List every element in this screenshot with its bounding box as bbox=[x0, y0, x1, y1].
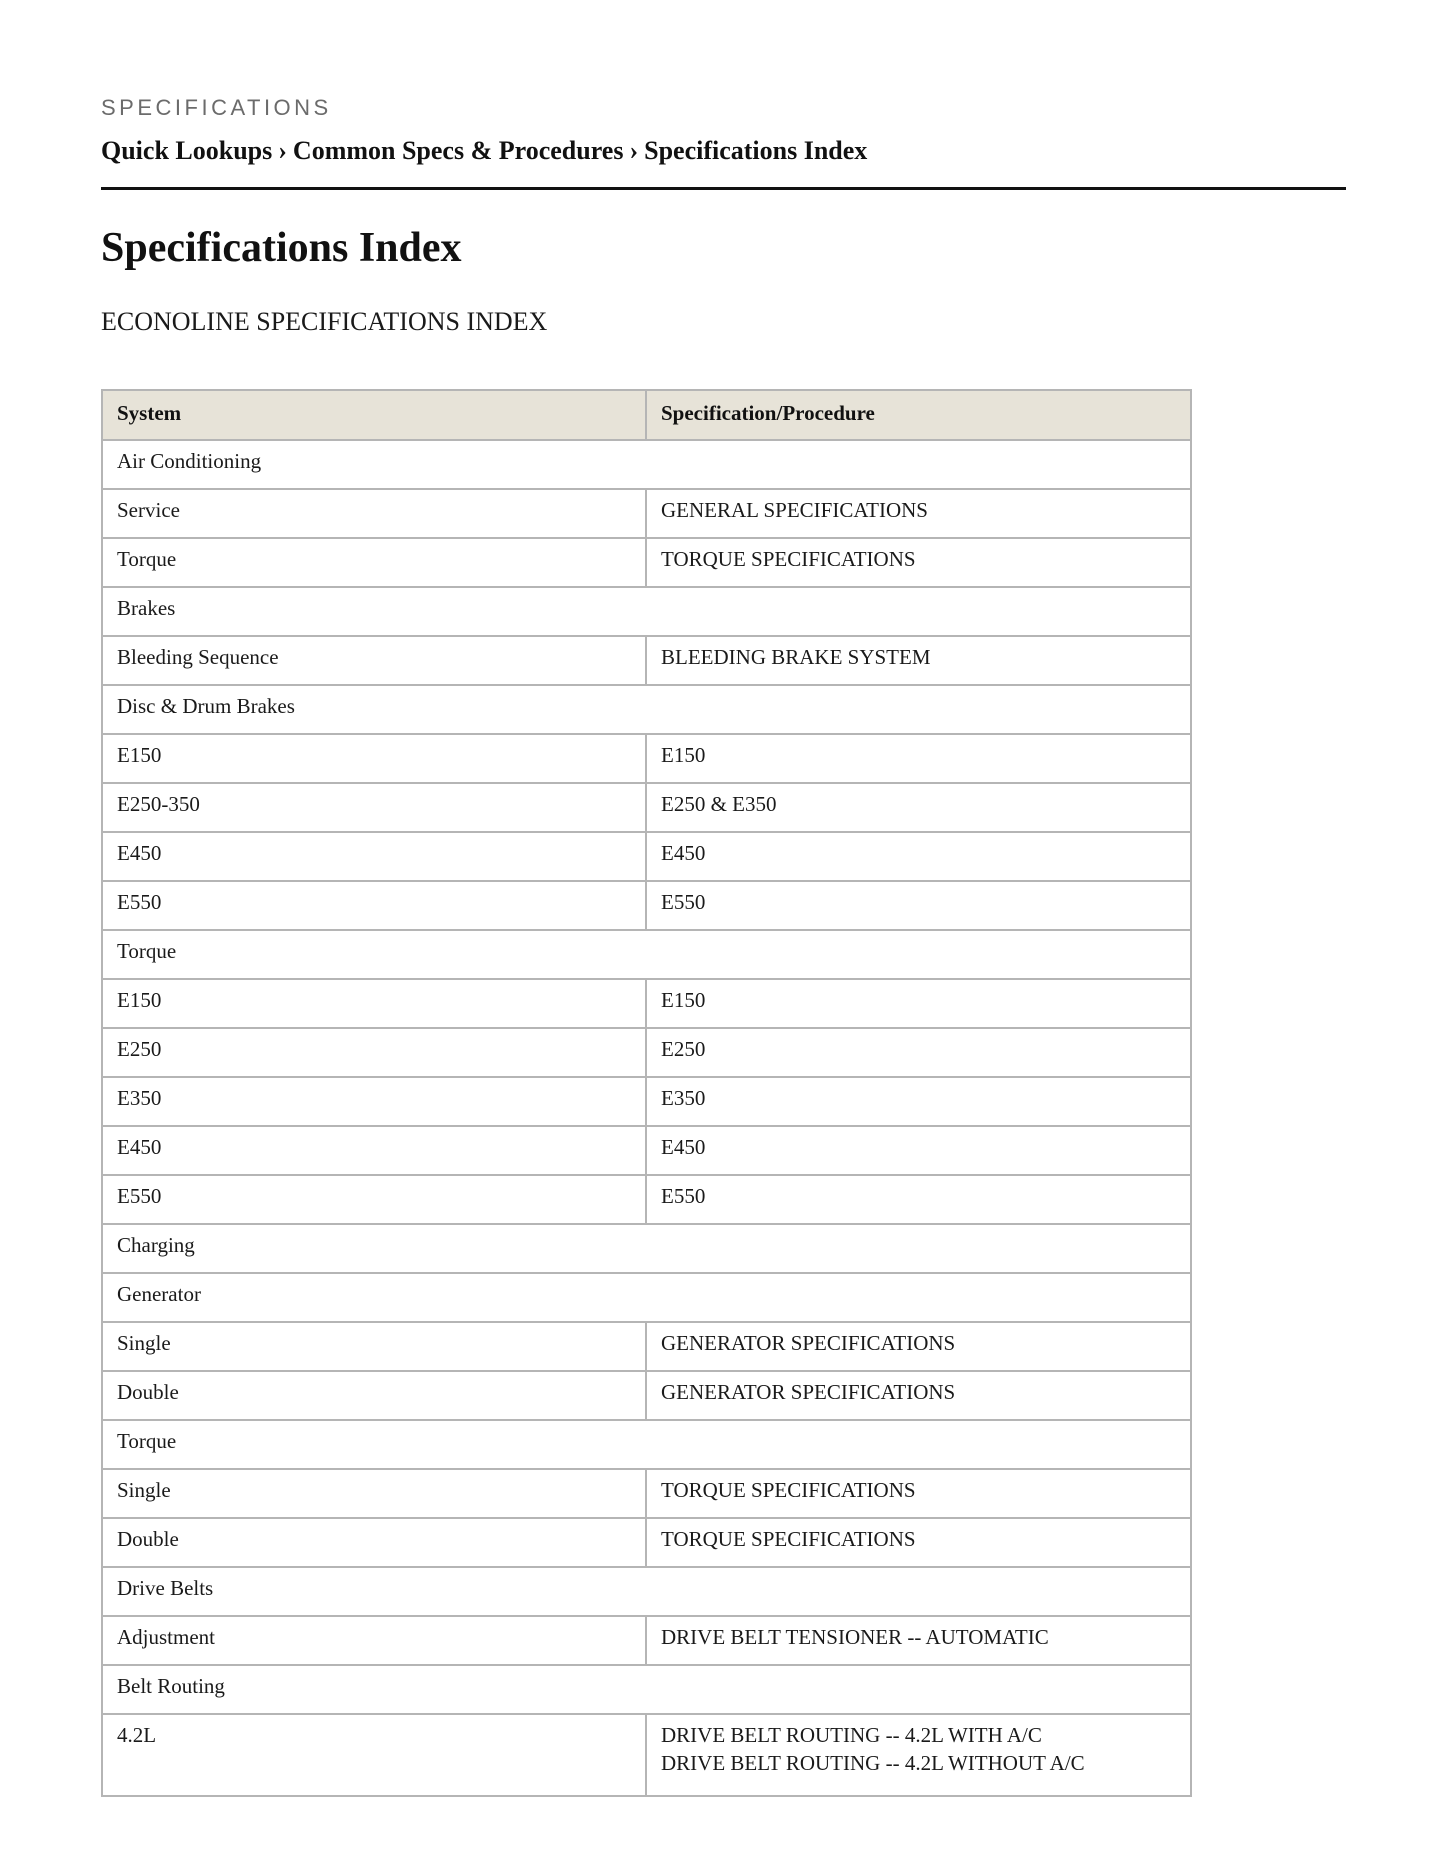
group-header-cell: Air Conditioning bbox=[102, 440, 1191, 489]
specification-link[interactable]: E350 bbox=[661, 1086, 706, 1110]
specification-cell bbox=[646, 1077, 1191, 1126]
system-cell: Bleeding Sequence bbox=[102, 636, 646, 685]
specification-cell bbox=[646, 1175, 1191, 1224]
group-header-cell: Torque bbox=[102, 1420, 1191, 1469]
system-cell: E150 bbox=[102, 979, 646, 1028]
table-row bbox=[102, 783, 1191, 832]
table-row bbox=[102, 538, 1191, 587]
system-cell: E250-350 bbox=[102, 783, 646, 832]
table-row bbox=[102, 685, 1191, 734]
group-header-cell: Generator bbox=[102, 1273, 1191, 1322]
table-row bbox=[102, 930, 1191, 979]
specification-link[interactable]: GENERATOR SPECIFICATIONS bbox=[661, 1331, 956, 1355]
specification-link[interactable]: E150 bbox=[661, 743, 706, 767]
column-header-specification: Specification/Procedure bbox=[646, 390, 1191, 440]
breadcrumb-item-quick-lookups[interactable]: Quick Lookups bbox=[101, 136, 273, 165]
group-header-cell: Drive Belts bbox=[102, 1567, 1191, 1616]
table-body bbox=[102, 440, 1191, 1796]
specification-cell bbox=[646, 489, 1191, 538]
system-cell: E350 bbox=[102, 1077, 646, 1126]
table-row bbox=[102, 1322, 1191, 1371]
specification-link[interactable]: E150 bbox=[661, 988, 706, 1012]
specification-link[interactable]: E250 & E350 bbox=[661, 792, 777, 816]
table-row bbox=[102, 1028, 1191, 1077]
specification-cell bbox=[646, 1469, 1191, 1518]
table-row bbox=[102, 1567, 1191, 1616]
system-cell: E450 bbox=[102, 832, 646, 881]
table-row bbox=[102, 1371, 1191, 1420]
specifications-table bbox=[101, 389, 1192, 1797]
breadcrumb bbox=[101, 136, 867, 166]
specification-link[interactable]: E450 bbox=[661, 841, 706, 865]
specification-link[interactable]: GENERAL SPECIFICATIONS bbox=[661, 498, 928, 522]
table-row bbox=[102, 1224, 1191, 1273]
specification-cell bbox=[646, 832, 1191, 881]
specification-link[interactable]: TORQUE SPECIFICATIONS bbox=[661, 547, 916, 571]
table-row bbox=[102, 636, 1191, 685]
specification-cell bbox=[646, 538, 1191, 587]
system-cell: Torque bbox=[102, 538, 646, 587]
specification-cell bbox=[646, 979, 1191, 1028]
section-label: SPECIFICATIONS bbox=[101, 95, 332, 120]
specification-link[interactable]: TORQUE SPECIFICATIONS bbox=[661, 1527, 916, 1551]
specification-link[interactable]: DRIVE BELT TENSIONER -- AUTOMATIC bbox=[661, 1625, 1049, 1649]
table-row bbox=[102, 1616, 1191, 1665]
specification-link[interactable]: E250 bbox=[661, 1037, 706, 1061]
system-cell: Double bbox=[102, 1518, 646, 1567]
specification-link[interactable]: BLEEDING BRAKE SYSTEM bbox=[661, 645, 931, 669]
system-cell: E450 bbox=[102, 1126, 646, 1175]
group-header-cell: Torque bbox=[102, 930, 1191, 979]
table-row bbox=[102, 1175, 1191, 1224]
specification-cell bbox=[646, 734, 1191, 783]
group-header-cell: Belt Routing bbox=[102, 1665, 1191, 1714]
table-row bbox=[102, 1126, 1191, 1175]
specification-cell bbox=[646, 1518, 1191, 1567]
specification-link[interactable]: DRIVE BELT ROUTING -- 4.2L WITHOUT A/C bbox=[661, 1751, 1085, 1775]
system-cell: E250 bbox=[102, 1028, 646, 1077]
table-row bbox=[102, 1273, 1191, 1322]
specification-cell bbox=[646, 1371, 1191, 1420]
table-row bbox=[102, 489, 1191, 538]
specification-link[interactable]: DRIVE BELT ROUTING -- 4.2L WITH A/C bbox=[661, 1723, 1042, 1747]
column-header-system: System bbox=[102, 390, 646, 440]
breadcrumb-separator: › bbox=[278, 136, 287, 165]
table-header-row bbox=[102, 390, 1191, 440]
specification-link[interactable]: E450 bbox=[661, 1135, 706, 1159]
table-row bbox=[102, 832, 1191, 881]
table-row bbox=[102, 1518, 1191, 1567]
table-row bbox=[102, 1077, 1191, 1126]
header-divider bbox=[101, 187, 1346, 190]
table-row bbox=[102, 587, 1191, 636]
group-header-cell: Charging bbox=[102, 1224, 1191, 1273]
table-row bbox=[102, 1714, 1191, 1796]
specification-cell bbox=[646, 881, 1191, 930]
specification-cell bbox=[646, 1714, 1191, 1796]
breadcrumb-separator: › bbox=[629, 136, 639, 165]
group-header-cell: Brakes bbox=[102, 587, 1191, 636]
table-row bbox=[102, 979, 1191, 1028]
system-cell: E150 bbox=[102, 734, 646, 783]
specification-cell bbox=[646, 1616, 1191, 1665]
specification-link[interactable]: E550 bbox=[661, 1184, 706, 1208]
specification-cell bbox=[646, 783, 1191, 832]
system-cell: Adjustment bbox=[102, 1616, 646, 1665]
specification-cell bbox=[646, 1322, 1191, 1371]
group-header-cell: Disc & Drum Brakes bbox=[102, 685, 1191, 734]
breadcrumb-item-specifications-index: Specifications Index bbox=[644, 136, 868, 165]
system-cell: E550 bbox=[102, 1175, 646, 1224]
table-row bbox=[102, 1665, 1191, 1714]
system-cell: Double bbox=[102, 1371, 646, 1420]
specification-cell bbox=[646, 1126, 1191, 1175]
specification-link[interactable]: TORQUE SPECIFICATIONS bbox=[661, 1478, 916, 1502]
specification-cell bbox=[646, 1028, 1191, 1077]
system-cell: Service bbox=[102, 489, 646, 538]
specification-link[interactable]: GENERATOR SPECIFICATIONS bbox=[661, 1380, 956, 1404]
table-row bbox=[102, 1469, 1191, 1518]
system-cell: 4.2L bbox=[102, 1714, 646, 1796]
table-row bbox=[102, 734, 1191, 783]
system-cell: E550 bbox=[102, 881, 646, 930]
specification-cell bbox=[646, 636, 1191, 685]
page-title: Specifications Index bbox=[101, 225, 462, 271]
table-row bbox=[102, 881, 1191, 930]
breadcrumb-item-common-specs[interactable]: Common Specs & Procedures bbox=[292, 136, 624, 165]
system-cell: Single bbox=[102, 1322, 646, 1371]
system-cell: Single bbox=[102, 1469, 646, 1518]
specification-link[interactable]: E550 bbox=[661, 890, 706, 914]
table-row bbox=[102, 440, 1191, 489]
table-row bbox=[102, 1420, 1191, 1469]
index-subtitle: ECONOLINE SPECIFICATIONS INDEX bbox=[101, 307, 548, 336]
